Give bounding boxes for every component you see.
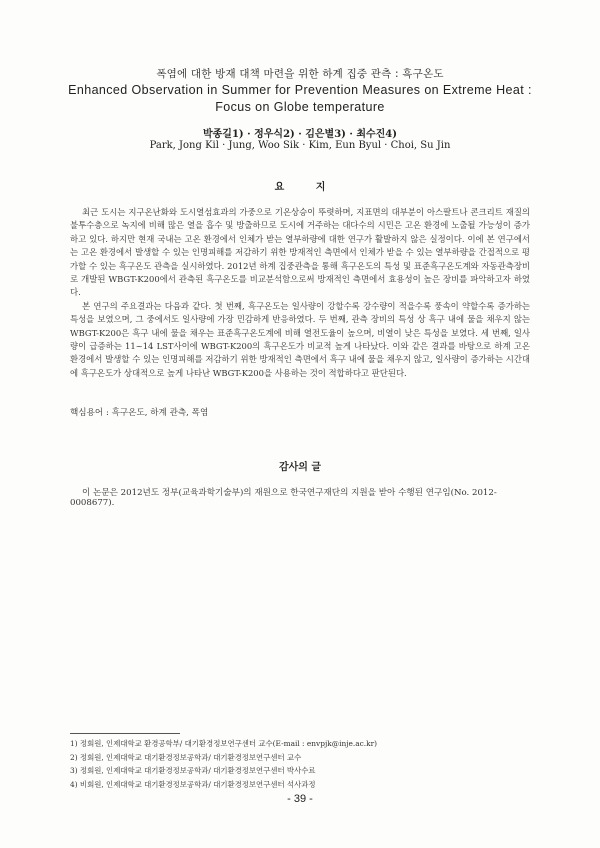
acknowledgement-text: 이 논문은 2012년도 정부(교육과학기술부)의 재원으로 한국연구재단의 지원을 받아 수행된 연구임(No. 2012-0008677).	[70, 488, 497, 508]
footnote-divider	[70, 733, 180, 734]
footnote-1: 1) 정회원, 인제대학교 환경공학부/ 대기환경정보연구센터 교수(E-mail : envpjk@inje.ac.kr)	[70, 739, 378, 748]
footnote-2: 2) 정회원, 인제대학교 대기환경정보공학과/ 대기환경정보연구센터 교수	[70, 752, 302, 762]
acknowledgement-heading: 감사의 글	[278, 462, 322, 473]
footnotes	[70, 737, 540, 791]
authors-english: Park, Jong Kil · Jung, Woo Sik · Kim, Eun Byul · Choi, Su Jin	[149, 140, 451, 151]
keywords: 핵심용어 : 흑구온도, 하계 관측, 폭염	[70, 408, 209, 418]
abstract-body	[70, 206, 530, 380]
abstract-heading: 요 지	[274, 182, 340, 193]
authors-korean: 박종길1) · 정우식2) · 김은별3) · 최수진4)	[202, 129, 397, 140]
footnote-4: 4) 비회원, 인제대학교 대기환경정보공학과/ 대기환경정보연구센터 석사과정	[70, 779, 316, 789]
title-english	[60, 82, 540, 116]
title-english-line2: Focus on Globe temperature	[215, 100, 385, 114]
abstract-paragraph-2: 본 연구의 주요결과는 다음과 같다. 첫 번째, 흑구온도는 일사량이 강할수록 강수량이 적을수록 풍속이 약할수록 증가하는 특성을 보였으며, 그 중에서도 일사량에 가장 민감하게 반응하였다. 두 번째, 관측 장비의 특성 상 흑구 내에 물을 채우지 않는 WBGT-K200은 흑구 내에 물을 채우는 표준흑구온도계에 비해 열전도율이 높으며, 비열이 낮은 특성을 보였다. 세 번째, 일사량이 급증하는 11~14 LST사이에 WBGT-K200의 흑구온도가 비교적 높게 나타났다. 이와 같은 결과를 바탕으로 하계 고온 환경에서 발생할 수 있는 인명피해를 저감하기 위한 방재적인 측면에서 흑구 내에 물을 채우지 않고, 일사량이 증가하는 시간대에 흑구온도가 상대적으로 높게 나타난 WBGT-K200을 사용하는 것이 적합하다고 판단된다.	[70, 300, 530, 378]
title-english-line1: Enhanced Observation in Summer for Prevention Measures on Extreme Heat :	[68, 83, 532, 97]
footnote-3: 3) 정회원, 인제대학교 대기환경정보공학과/ 대기환경정보연구센터 박사수료	[70, 766, 316, 776]
abstract-paragraph-1: 최근 도시는 지구온난화와 도시열섬효과의 가중으로 기온상승이 뚜렷하며, 지표면의 대부분이 아스팔트나 콘크리트 재질의 불투수층으로 녹지에 비해 많은 열을 흡수 및 방출하므로 도시에 거주하는 대다수의 시민은 고온 환경에 노출될 가능성이 증가하고 있다. 하지만 현재 국내는 고온 환경에서 인체가 받는 열부하량에 대한 연구가 활발하지 않은 실정이다. 이에 본 연구에서는 고온 환경에서 발생할 수 있는 인명피해를 저감하기 위한 방재적인 측면에서 인체가 받을 수 있는 열부하량을 간접적으로 평가할 수 있는 흑구온도 관측을 실시하였다. 2012년 하계 집중관측을 통해 흑구온도의 특성 및 표준흑구온도계와 자동관측장비로 개발된 WBGT-K200에서 관측된 흑구온도를 비교분석함으로써 방재적인 측면에서 효용성이 높은 장비를 파악하고자 하였다.	[70, 207, 530, 298]
title-korean: 폭염에 대한 방재 대책 마련을 위한 하계 집중 관측 : 흑구온도	[156, 68, 444, 80]
page-number: - 39 -	[287, 793, 313, 805]
